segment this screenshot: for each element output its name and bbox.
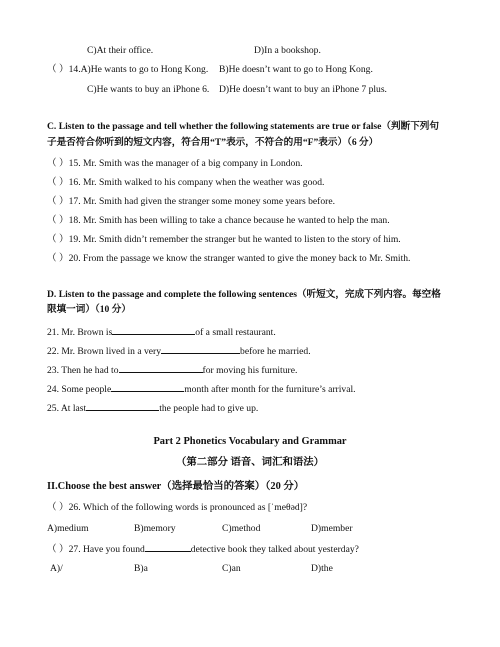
q14-option-b: B)He doesn’t want to go to Hong Kong.	[219, 64, 373, 75]
sentence-start: 24. Some people	[47, 384, 112, 395]
answer-blank[interactable]	[145, 542, 191, 552]
answer-paren: （ ）	[47, 177, 69, 188]
sentence-end: month after month for the furniture’s arrival.	[184, 384, 356, 395]
question-25	[47, 401, 258, 415]
question-24	[47, 382, 356, 396]
question-26	[47, 502, 307, 514]
section-c-heading-line1: C. Listen to the passage and tell whether the following statements are true or false（判断下列句	[47, 121, 439, 132]
question-16	[47, 177, 324, 189]
answer-blank[interactable]	[86, 401, 159, 411]
q27-option-c: C)an	[222, 563, 241, 574]
question-text: 20. From the passage we know the stranger wanted to give the money back to Mr. Smith.	[68, 253, 411, 264]
answer-blank[interactable]	[112, 325, 195, 335]
question-text-end: detective book they talked about yesterday?	[190, 544, 359, 555]
question-18	[47, 215, 390, 227]
q13-option-d: D)In a bookshop.	[254, 45, 321, 56]
q27-option-b: B)a	[134, 563, 148, 574]
question-27	[47, 542, 359, 556]
sentence-end: the people had to give up.	[159, 403, 259, 414]
answer-paren: （ ）	[47, 544, 69, 555]
section-ii-heading: II.Choose the best answer（选择最恰当的答案）（20 分）	[47, 481, 305, 492]
question-text: 27. Have you found	[68, 544, 145, 555]
answer-paren: （ ）	[47, 253, 69, 264]
section-d-heading-line1: D. Listen to the passage and complete the following sentences（听短文，完成下列内容。每空格	[47, 289, 441, 300]
q14-option-c: C)He wants to buy an iPhone 6.	[87, 84, 210, 95]
q27-option-d: D)the	[311, 563, 333, 574]
sentence-end: before he married.	[240, 346, 311, 357]
q27-option-a: A)/	[50, 563, 63, 574]
answer-paren: （ ）	[47, 158, 69, 169]
answer-paren: （ ）	[47, 196, 69, 207]
question-14	[47, 64, 208, 76]
question-text: 16. Mr. Smith walked to his company when the weather was good.	[68, 177, 325, 188]
answer-paren: （ ）	[47, 215, 69, 226]
q26-option-b: B)memory	[134, 523, 176, 534]
q14-option-a: A)He wants to go to Hong Kong.	[80, 64, 209, 75]
answer-blank[interactable]	[111, 382, 184, 392]
q26-option-d: D)member	[311, 523, 353, 534]
question-22	[47, 344, 311, 358]
question-text: 15. Mr. Smith was the manager of a big company in London.	[68, 158, 303, 169]
answer-paren: （ ）	[47, 64, 69, 75]
q26-option-a: A)medium	[47, 523, 89, 534]
question-23	[47, 363, 297, 377]
sentence-start: 22. Mr. Brown lived in a very	[47, 346, 162, 357]
section-c-heading-line2: 子是否符合你听到的短文内容，符合用“T”表示，不符合的用“F”表示）（6 分）	[47, 137, 379, 148]
section-d-heading-line2: 限填一词）（10 分）	[47, 304, 131, 315]
question-text: 19. Mr. Smith didn’t remember the stranger but he wanted to listen to the story of him.	[68, 234, 401, 245]
question-15	[47, 158, 303, 170]
q13-option-c: C)At their office.	[87, 45, 154, 56]
part2-subtitle: （第二部分 语音、词汇和语法）	[175, 457, 325, 468]
answer-blank[interactable]	[119, 363, 203, 373]
q14-number: 14.	[68, 64, 81, 75]
question-19	[47, 234, 401, 246]
question-text: 26. Which of the following words is pronounced as [ˈmeθəd]?	[68, 502, 308, 513]
question-text: 17. Mr. Smith had given the stranger some money some years before.	[68, 196, 336, 207]
sentence-start: 25. At last	[47, 403, 87, 414]
answer-paren: （ ）	[47, 234, 69, 245]
sentence-end: of a small restaurant.	[195, 327, 276, 338]
part2-title: Part 2 Phonetics Vocabulary and Grammar	[153, 436, 347, 447]
question-17	[47, 196, 335, 208]
question-text: 18. Mr. Smith has been willing to take a chance because he wanted to help the man.	[68, 215, 390, 226]
answer-paren: （ ）	[47, 502, 69, 513]
sentence-start: 21. Mr. Brown is	[47, 327, 113, 338]
sentence-end: for moving his furniture.	[202, 365, 298, 376]
q14-option-d: D)He doesn’t want to buy an iPhone 7 plus.	[219, 84, 387, 95]
answer-blank[interactable]	[161, 344, 240, 354]
q26-option-c: C)method	[222, 523, 261, 534]
question-21	[47, 325, 276, 339]
question-20	[47, 253, 410, 265]
sentence-start: 23. Then he had to	[47, 365, 119, 376]
